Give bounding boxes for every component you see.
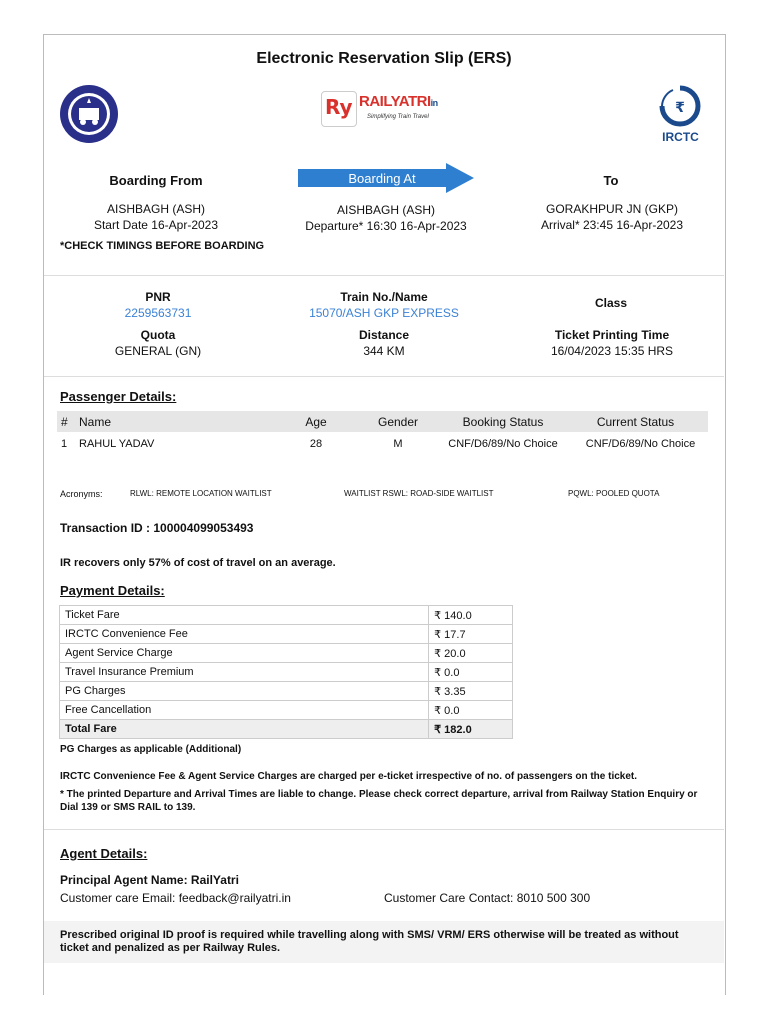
total-fare-value: ₹ 182.0: [429, 720, 513, 739]
arrival-time: Arrival* 23:45 16-Apr-2023: [540, 218, 684, 232]
convenience-fee-note: IRCTC Convenience Fee & Agent Service Charges are charged per e-ticket irrespective of no. of passengers on the ticket.: [60, 771, 638, 782]
id-proof-note: Prescribed original ID proof is required while travelling along with SMS/ VRM/ ERS otherwise will be treated as without ticket and penalized as per Railway Rules.: [60, 929, 679, 954]
quota-label: Quota: [140, 328, 176, 342]
payment-value: ₹ 20.0: [429, 644, 513, 663]
passenger-name: RAHUL YADAV: [79, 438, 155, 450]
col-header-gender: Gender: [353, 411, 443, 432]
boarding-station: AISHBAGH (ASH): [336, 203, 435, 217]
boarding-at-arrow: Boarding At: [298, 163, 474, 193]
id-proof-banner: [44, 921, 724, 963]
distance-label: Distance: [358, 328, 410, 342]
table-row: [60, 644, 513, 663]
indian-railways-logo: [59, 84, 119, 144]
col-header-num: #: [57, 411, 75, 432]
ir-recovers-note: IR recovers only 57% of cost of travel on an average.: [60, 557, 336, 569]
departure-time: Departure* 16:30 16-Apr-2023: [305, 219, 467, 233]
passenger-table: [57, 411, 708, 456]
table-row: [60, 625, 513, 644]
acronyms-label: Acronyms:: [60, 489, 103, 499]
col-header-name: Name: [75, 411, 279, 432]
start-date: Start Date 16-Apr-2023: [93, 218, 219, 232]
payment-table: [59, 605, 513, 739]
payment-label: Agent Service Charge: [60, 644, 429, 663]
print-time-label: Ticket Printing Time: [554, 328, 670, 342]
acronym-pqwl: PQWL: POOLED QUOTA: [568, 489, 660, 498]
svg-text:₹: ₹: [675, 100, 685, 116]
passenger-section-title: Passenger Details:: [60, 389, 177, 404]
payment-value: ₹ 0.0: [429, 701, 513, 720]
page-title: Electronic Reservation Slip (ERS): [256, 50, 512, 67]
acronym-rlwl: RLWL: REMOTE LOCATION WAITLIST: [130, 489, 272, 498]
passenger-current-status: CNF/D6/89/No Choice: [585, 438, 696, 450]
print-time-value: 16/04/2023 15:35 HRS: [550, 344, 674, 358]
from-heading: Boarding From: [109, 173, 203, 188]
table-row: [60, 663, 513, 682]
divider: [44, 376, 724, 377]
railyatri-mark-icon: Ry: [325, 95, 353, 119]
passenger-num: 1: [61, 438, 68, 450]
timing-note: * The printed Departure and Arrival Times are liable to change. Please check correct departure, arrival from Railway Station Enquiry or Dial 139 or SMS RAIL to 139.: [60, 789, 698, 813]
payment-label: Ticket Fare: [60, 606, 429, 625]
quota-value: GENERAL (GN): [114, 344, 202, 358]
pnr-value: 2259563731: [124, 306, 192, 320]
acronym-rswl: WAITLIST RSWL: ROAD-SIDE WAITLIST: [344, 489, 494, 498]
passenger-booking-status: CNF/D6/89/No Choice: [448, 438, 558, 450]
principal-agent: Principal Agent Name: RailYatri: [60, 873, 239, 887]
check-timings-note: *CHECK TIMINGS BEFORE BOARDING: [60, 240, 265, 252]
irctc-logo: ₹ IRCTC: [653, 84, 708, 146]
passenger-gender: M: [393, 438, 403, 450]
customer-care-contact: Customer Care Contact: 8010 500 300: [384, 891, 591, 905]
payment-value: ₹ 140.0: [429, 606, 513, 625]
to-station: GORAKHPUR JN (GKP): [545, 202, 678, 216]
railyatri-logo: Ry RAILYATRIin Simplifying Train Travel: [319, 87, 450, 131]
total-fare-label: Total Fare: [60, 720, 429, 739]
agent-section-title: Agent Details:: [60, 846, 148, 861]
payment-label: IRCTC Convenience Fee: [60, 625, 429, 644]
pnr-label: PNR: [145, 290, 171, 304]
table-row: [60, 701, 513, 720]
train-label: Train No./Name: [340, 290, 428, 304]
pg-charges-note: PG Charges as applicable (Additional): [60, 744, 242, 755]
transaction-id: Transaction ID : 100004099053493: [60, 521, 254, 535]
payment-label: Free Cancellation: [60, 701, 429, 720]
table-row: [60, 682, 513, 701]
table-row: [57, 432, 708, 456]
payment-section-title: Payment Details:: [60, 583, 165, 598]
col-header-age: Age: [279, 411, 353, 432]
col-header-booking-status: Booking Status: [443, 411, 563, 432]
payment-value: ₹ 3.35: [429, 682, 513, 701]
divider: [44, 275, 724, 276]
train-value: 15070/ASH GKP EXPRESS: [309, 306, 459, 320]
table-row: [60, 606, 513, 625]
from-station: AISHBAGH (ASH): [106, 202, 205, 216]
payment-value: ₹ 17.7: [429, 625, 513, 644]
payment-label: Travel Insurance Premium: [60, 663, 429, 682]
class-label: Class: [594, 296, 628, 310]
payment-value: ₹ 0.0: [429, 663, 513, 682]
customer-care-email: Customer care Email: feedback@railyatri.in: [60, 891, 291, 905]
payment-label: PG Charges: [60, 682, 429, 701]
to-heading: To: [603, 173, 619, 188]
passenger-header-row: [57, 411, 708, 432]
total-fare-row: [60, 720, 513, 739]
passenger-age: 28: [309, 438, 323, 450]
divider: [44, 829, 724, 830]
distance-value: 344 KM: [363, 344, 405, 358]
col-header-current-status: Current Status: [563, 411, 708, 432]
